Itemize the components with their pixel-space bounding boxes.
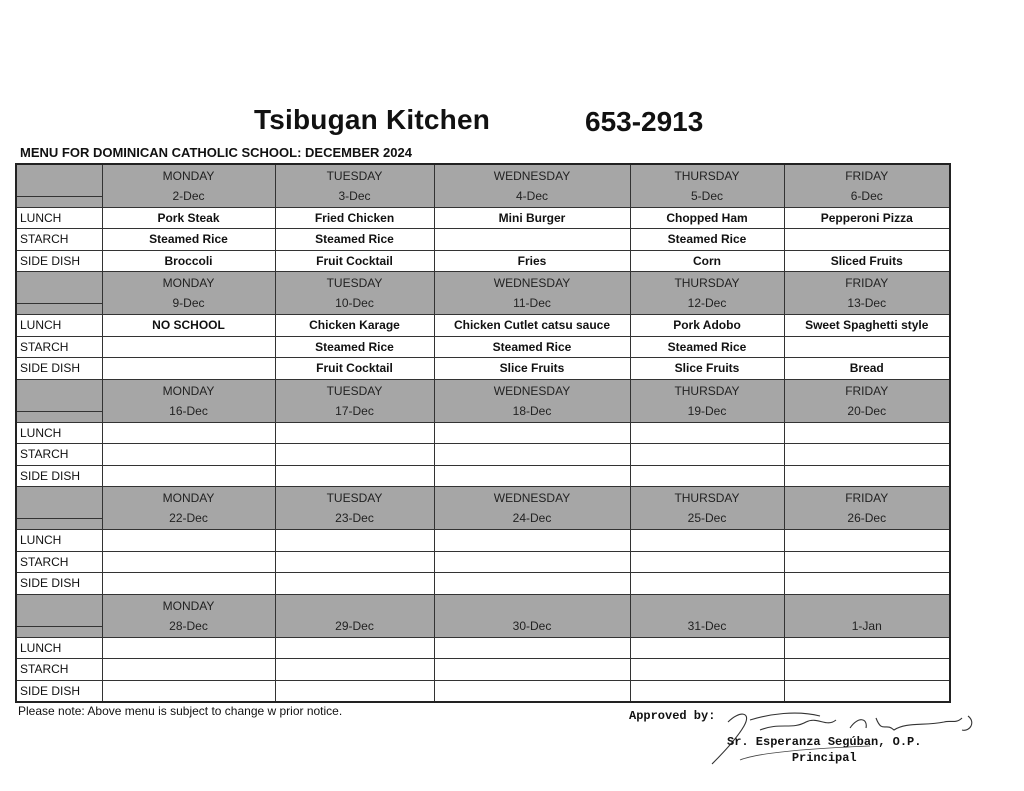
- lunch-cell: [784, 530, 950, 552]
- starch-cell: [102, 444, 275, 466]
- day-header: [434, 272, 630, 315]
- lunch-cell: Chicken Karage: [275, 315, 434, 337]
- lunch-cell: [102, 422, 275, 444]
- side-cell: [434, 680, 630, 702]
- side-cell: [630, 573, 784, 595]
- lunch-row-label: LUNCH: [16, 422, 102, 444]
- starch-cell: Steamed Rice: [630, 229, 784, 251]
- lunch-cell: NO SCHOOL: [102, 315, 275, 337]
- day-name: MONDAY: [162, 168, 215, 183]
- menu-subtitle: MENU FOR DOMINICAN CATHOLIC SCHOOL: DECEMBER 2024: [20, 145, 412, 160]
- week-header-row: [16, 272, 950, 315]
- lunch-row-label: LUNCH: [16, 637, 102, 659]
- day-header: [275, 379, 434, 422]
- side-cell: [275, 680, 434, 702]
- lunch-cell: [630, 530, 784, 552]
- side-cell: Bread: [784, 358, 950, 380]
- menu-body: [16, 164, 950, 702]
- lunch-cell: [275, 422, 434, 444]
- side-row-label: SIDE DISH: [16, 573, 102, 595]
- starch-row: [16, 659, 950, 681]
- day-date: 11-Dec: [513, 296, 551, 310]
- day-header: [102, 164, 275, 207]
- day-header: [102, 272, 275, 315]
- side-cell: [434, 573, 630, 595]
- starch-cell: Steamed Rice: [102, 229, 275, 251]
- day-date: 1-Jan: [851, 618, 882, 633]
- signer-title: Principal: [791, 751, 857, 765]
- day-header: [784, 272, 950, 315]
- day-header: [275, 164, 434, 207]
- side-cell: [630, 680, 784, 702]
- day-date: 10-Dec: [335, 296, 374, 310]
- lunch-cell: Chopped Ham: [630, 207, 784, 229]
- week-corner-cell: [16, 379, 102, 422]
- side-cell: [275, 573, 434, 595]
- day-header: [434, 379, 630, 422]
- lunch-cell: [102, 530, 275, 552]
- starch-cell: [275, 444, 434, 466]
- side-cell: [102, 573, 275, 595]
- side-cell: [275, 465, 434, 487]
- day-name: MONDAY: [162, 383, 215, 398]
- day-date: 26-Dec: [847, 511, 887, 525]
- side-cell: Corn: [630, 250, 784, 272]
- day-name: TUESDAY: [326, 276, 383, 290]
- day-header: [784, 379, 950, 422]
- lunch-cell: Pepperoni Pizza: [784, 207, 950, 229]
- day-header: [102, 487, 275, 530]
- lunch-row: [16, 530, 950, 552]
- week-corner-cell: [16, 594, 102, 637]
- starch-cell: [434, 229, 630, 251]
- side-cell: Fries: [434, 250, 630, 272]
- day-name: FRIDAY: [845, 168, 889, 183]
- side-row-label: SIDE DISH: [16, 680, 102, 702]
- day-header: [434, 487, 630, 530]
- starch-cell: [275, 659, 434, 681]
- day-name: FRIDAY: [845, 491, 889, 505]
- starch-row-label: STARCH: [16, 229, 102, 251]
- lunch-cell: Sweet Spaghetti style: [784, 315, 950, 337]
- day-header: [630, 379, 784, 422]
- starch-cell: [784, 229, 950, 251]
- day-header: [630, 487, 784, 530]
- day-header: [784, 594, 950, 637]
- day-name: THURSDAY: [674, 276, 740, 290]
- day-date: 6-Dec: [850, 188, 883, 203]
- day-name: WEDNESDAY: [493, 491, 571, 505]
- lunch-row: [16, 422, 950, 444]
- day-header: [434, 594, 630, 637]
- day-name: THURSDAY: [674, 491, 740, 505]
- day-header: [630, 164, 784, 207]
- lunch-row: [16, 207, 950, 229]
- lunch-cell: [102, 637, 275, 659]
- side-row-label: SIDE DISH: [16, 465, 102, 487]
- starch-cell: [784, 551, 950, 573]
- day-header: [275, 272, 434, 315]
- day-header: [630, 594, 784, 637]
- starch-row: [16, 336, 950, 358]
- day-date: 5-Dec: [690, 188, 723, 203]
- day-header: [102, 379, 275, 422]
- side-cell: [434, 465, 630, 487]
- lunch-cell: [275, 637, 434, 659]
- starch-row-label: STARCH: [16, 444, 102, 466]
- side-cell: Slice Fruits: [630, 358, 784, 380]
- lunch-row-label: LUNCH: [16, 530, 102, 552]
- starch-row-label: STARCH: [16, 551, 102, 573]
- day-name: TUESDAY: [326, 491, 383, 505]
- day-header: [275, 594, 434, 637]
- lunch-cell: [434, 530, 630, 552]
- starch-cell: [434, 659, 630, 681]
- lunch-cell: [630, 422, 784, 444]
- day-header: [102, 594, 275, 637]
- day-date: 17-Dec: [335, 403, 374, 418]
- side-cell: [102, 358, 275, 380]
- lunch-cell: [434, 422, 630, 444]
- starch-cell: Steamed Rice: [630, 336, 784, 358]
- day-date: 30-Dec: [512, 618, 552, 633]
- starch-row: [16, 551, 950, 573]
- starch-cell: [102, 336, 275, 358]
- lunch-cell: Chicken Cutlet catsu sauce: [434, 315, 630, 337]
- starch-cell: Steamed Rice: [275, 229, 434, 251]
- side-cell: [102, 680, 275, 702]
- day-date: 19-Dec: [687, 403, 727, 418]
- day-name: FRIDAY: [845, 383, 889, 398]
- side-cell: [784, 573, 950, 595]
- side-cell: [102, 465, 275, 487]
- lunch-cell: Mini Burger: [434, 207, 630, 229]
- day-date: 20-Dec: [847, 403, 887, 418]
- day-name: MONDAY: [162, 491, 215, 505]
- day-name: MONDAY: [162, 598, 215, 613]
- signer-block: [727, 734, 921, 766]
- day-header: [275, 487, 434, 530]
- side-cell: Broccoli: [102, 250, 275, 272]
- lunch-cell: Pork Steak: [102, 207, 275, 229]
- day-name: [437, 596, 628, 616]
- week-corner-cell: [16, 164, 102, 207]
- starch-cell: [630, 551, 784, 573]
- starch-cell: [102, 551, 275, 573]
- lunch-cell: Pork Adobo: [630, 315, 784, 337]
- week-header-row: [16, 164, 950, 207]
- day-name: WEDNESDAY: [493, 276, 571, 290]
- day-name: TUESDAY: [326, 383, 383, 398]
- starch-cell: [434, 551, 630, 573]
- week-header-row: [16, 487, 950, 530]
- lunch-cell: [630, 637, 784, 659]
- kitchen-name: Tsibugan Kitchen: [254, 104, 491, 135]
- day-date: 29-Dec: [335, 618, 374, 633]
- lunch-cell: [784, 637, 950, 659]
- day-date: 31-Dec: [687, 618, 727, 633]
- change-notice: Please note: Above menu is subject to change w prior notice.: [18, 704, 343, 718]
- side-cell: Sliced Fruits: [784, 250, 950, 272]
- starch-cell: [784, 336, 950, 358]
- phone-number: 653-2913: [585, 106, 704, 137]
- side-row: [16, 358, 950, 380]
- starch-cell: [434, 444, 630, 466]
- approved-by-label: Approved by:: [629, 709, 716, 723]
- starch-cell: Steamed Rice: [434, 336, 630, 358]
- starch-cell: [630, 444, 784, 466]
- week-corner-cell: [16, 487, 102, 530]
- day-name: [278, 596, 432, 616]
- day-date: 18-Dec: [512, 403, 552, 418]
- side-cell: [784, 680, 950, 702]
- lunch-cell: [434, 637, 630, 659]
- week-header-row: [16, 594, 950, 637]
- day-date: 22-Dec: [169, 511, 208, 525]
- side-row-label: SIDE DISH: [16, 358, 102, 380]
- day-name: MONDAY: [162, 276, 215, 290]
- day-name: [787, 596, 948, 616]
- side-cell: [630, 465, 784, 487]
- lunch-row-label: LUNCH: [16, 207, 102, 229]
- day-header: [630, 272, 784, 315]
- side-row: [16, 573, 950, 595]
- side-row-label: SIDE DISH: [16, 250, 102, 272]
- side-cell: Slice Fruits: [434, 358, 630, 380]
- day-date: 9-Dec: [172, 296, 205, 310]
- starch-cell: [784, 444, 950, 466]
- starch-row-label: STARCH: [16, 336, 102, 358]
- day-header: [784, 164, 950, 207]
- starch-cell: [784, 659, 950, 681]
- day-date: 13-Dec: [847, 296, 887, 310]
- day-header: [434, 164, 630, 207]
- day-name: FRIDAY: [845, 276, 889, 290]
- starch-cell: Steamed Rice: [275, 336, 434, 358]
- menu-table: [15, 163, 951, 703]
- starch-cell: [630, 659, 784, 681]
- day-date: 24-Dec: [512, 511, 552, 525]
- day-name: [633, 596, 782, 616]
- day-name: THURSDAY: [674, 168, 740, 183]
- starch-cell: [275, 551, 434, 573]
- side-row: [16, 465, 950, 487]
- side-cell: Fruit Cocktail: [275, 358, 434, 380]
- side-row: [16, 680, 950, 702]
- starch-row-label: STARCH: [16, 659, 102, 681]
- day-date: 28-Dec: [169, 618, 208, 633]
- week-header-row: [16, 379, 950, 422]
- signer-name: Sr. Esperanza Segúban, O.P.: [727, 735, 922, 749]
- week-corner-cell: [16, 272, 102, 315]
- lunch-row: [16, 315, 950, 337]
- lunch-cell: Fried Chicken: [275, 207, 434, 229]
- side-cell: Fruit Cocktail: [275, 250, 434, 272]
- day-name: WEDNESDAY: [493, 383, 571, 398]
- starch-row: [16, 229, 950, 251]
- starch-row: [16, 444, 950, 466]
- day-date: 23-Dec: [335, 511, 374, 525]
- side-cell: [784, 465, 950, 487]
- lunch-cell: [784, 422, 950, 444]
- day-name: TUESDAY: [326, 168, 383, 183]
- day-date: 25-Dec: [687, 511, 727, 525]
- lunch-cell: [275, 530, 434, 552]
- side-row: [16, 250, 950, 272]
- day-header: [784, 487, 950, 530]
- day-date: 12-Dec: [687, 296, 727, 310]
- lunch-row-label: LUNCH: [16, 315, 102, 337]
- day-name: WEDNESDAY: [493, 168, 571, 183]
- day-date: 4-Dec: [515, 188, 548, 203]
- day-date: 2-Dec: [172, 188, 205, 203]
- day-date: 16-Dec: [169, 403, 208, 418]
- day-name: THURSDAY: [674, 383, 740, 398]
- starch-cell: [102, 659, 275, 681]
- day-date: 3-Dec: [338, 188, 371, 203]
- lunch-row: [16, 637, 950, 659]
